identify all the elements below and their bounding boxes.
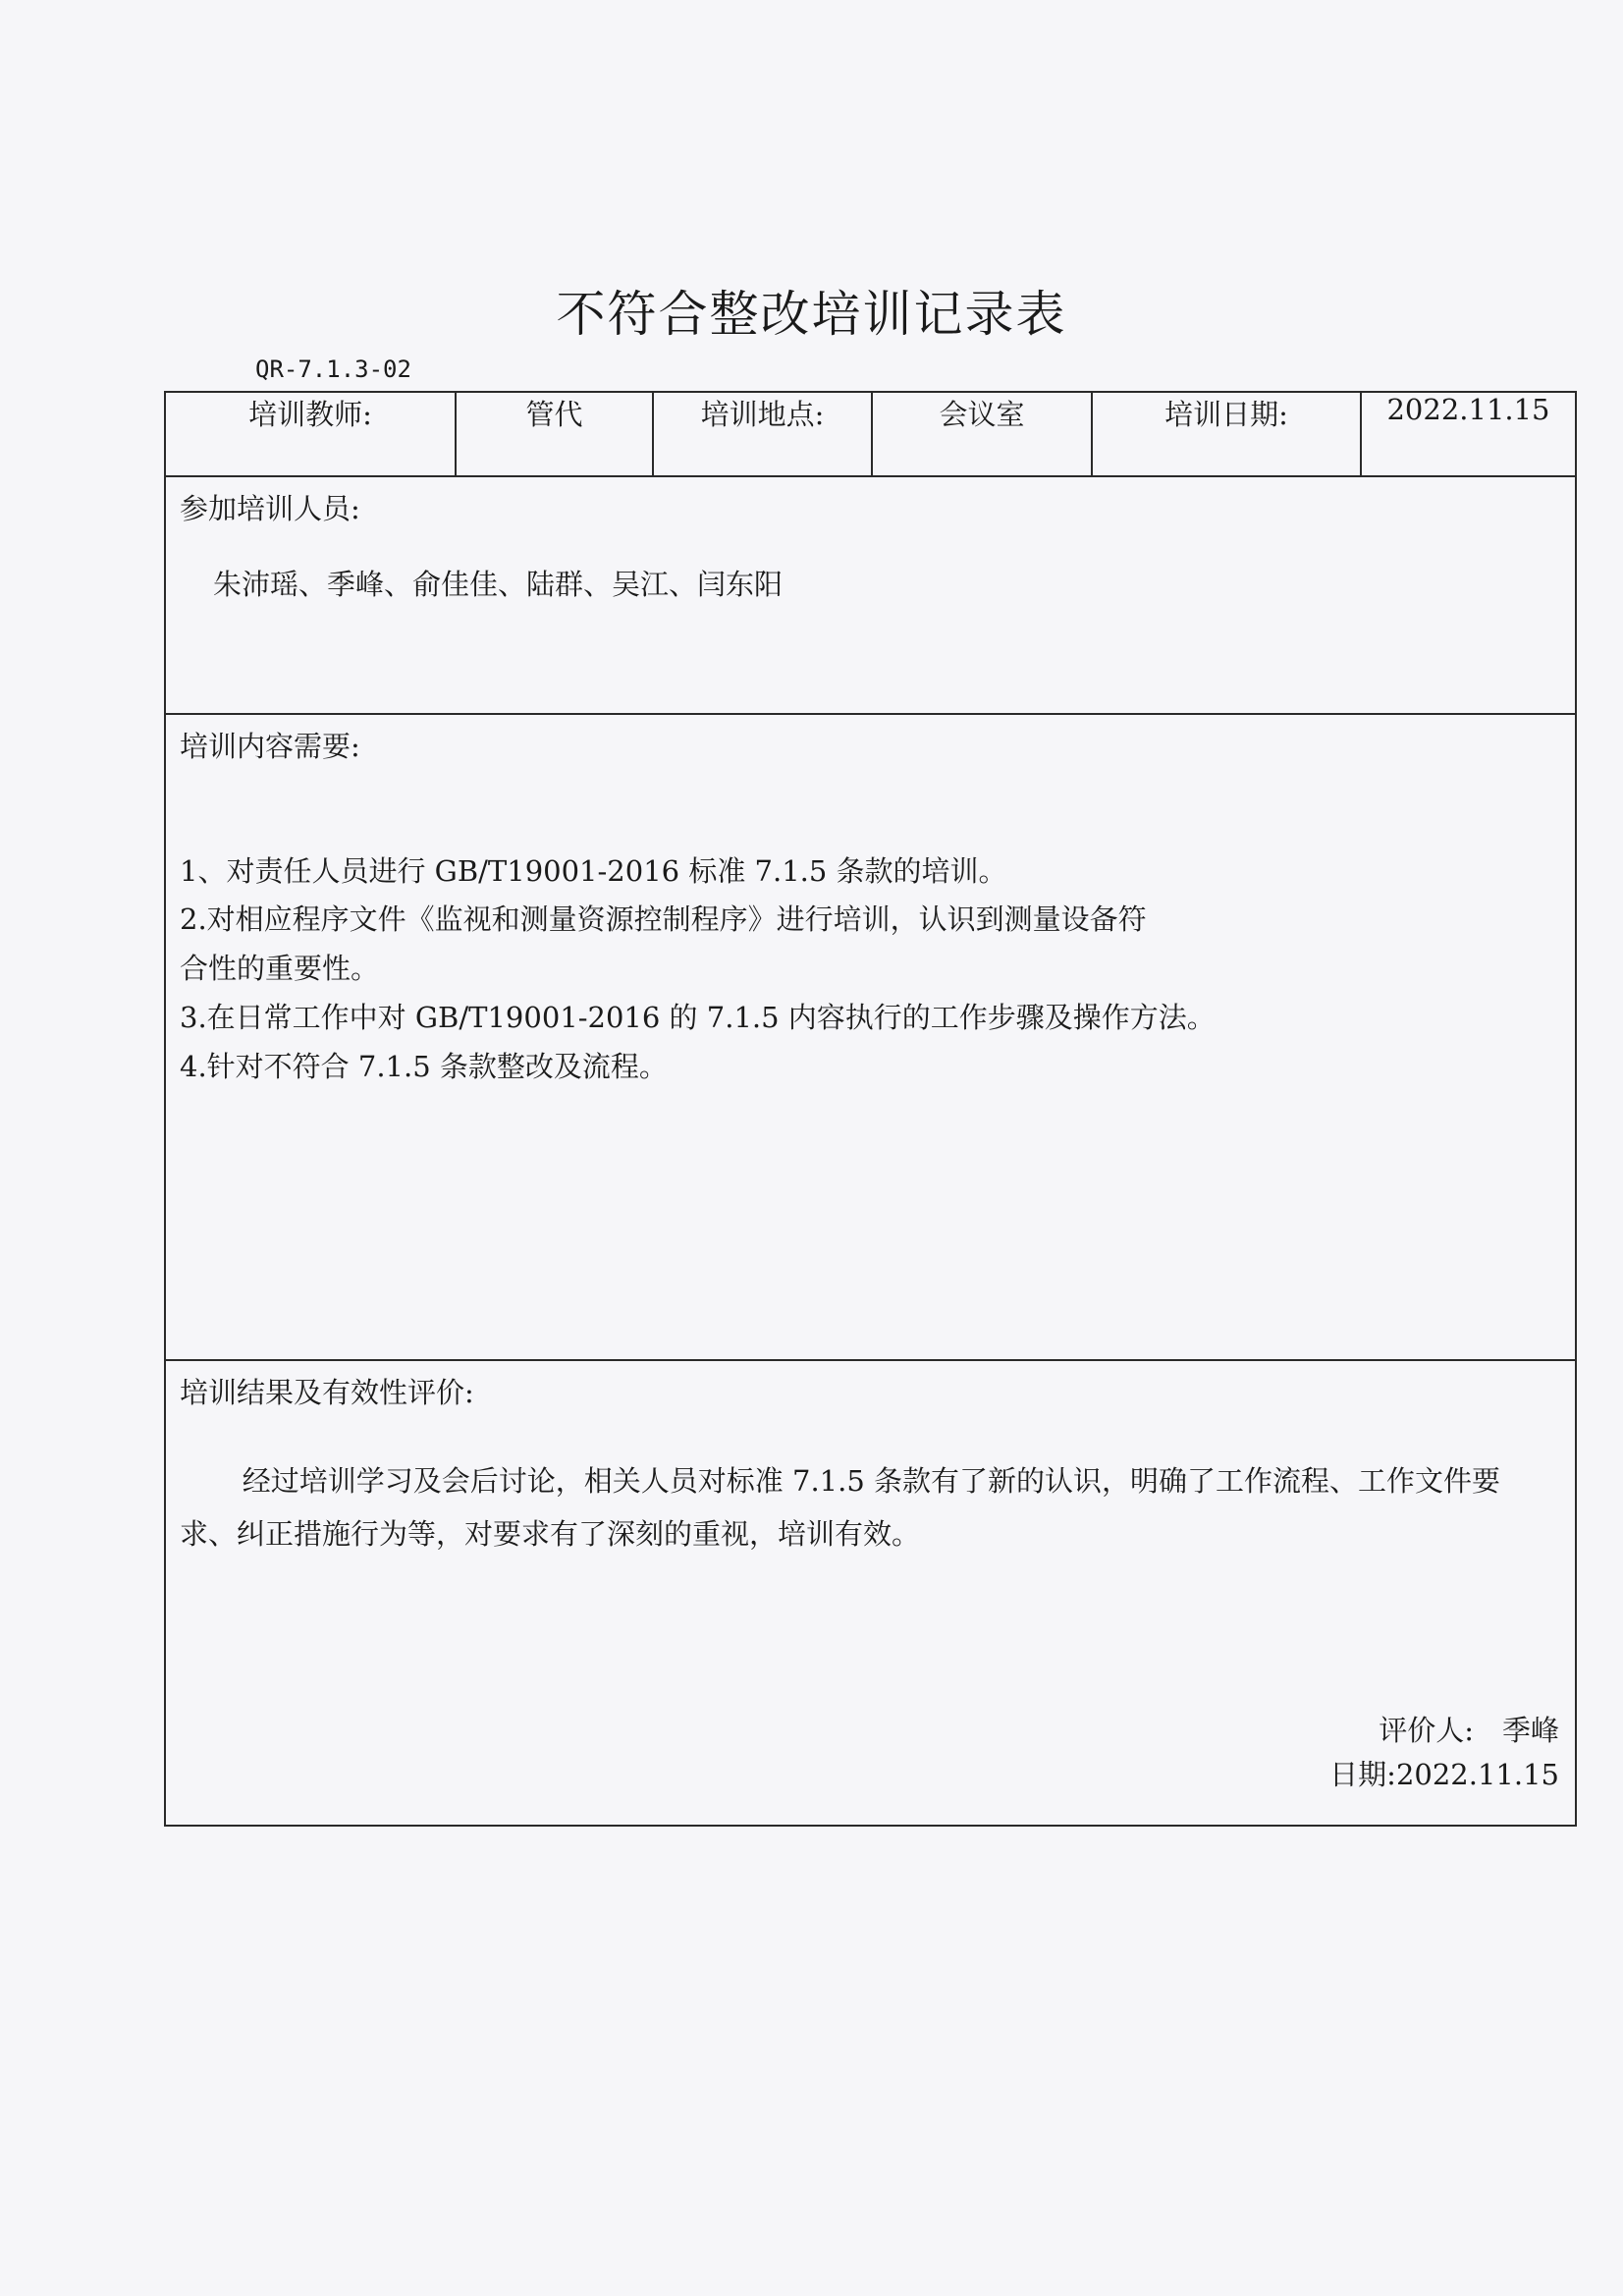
content-list	[180, 847, 1561, 1092]
document-title: 不符合整改培训记录表	[556, 286, 1067, 343]
evaluator-signature: 评价人: 季峰	[1379, 1713, 1559, 1747]
participants-cell	[165, 476, 1576, 714]
content-line: 2.对相应程序文件《监视和测量资源控制程序》进行培训，认识到测量设备符	[180, 902, 1147, 937]
content-line: 4.针对不符合 7.1.5 条款整改及流程。	[180, 1050, 668, 1084]
date-value: 2022.11.15	[1361, 392, 1576, 476]
result-row	[165, 1360, 1576, 1826]
training-record-table	[164, 391, 1577, 1827]
content-label: 培训内容需要:	[180, 730, 360, 763]
content-line: 合性的重要性。	[180, 952, 380, 986]
date-label: 培训日期:	[1092, 392, 1361, 476]
header-row	[165, 392, 1576, 476]
content-line: 1、对责任人员进行 GB/T19001-2016 标准 7.1.5 条款的培训。	[180, 853, 1007, 888]
participants-row	[165, 476, 1576, 714]
result-label: 培训结果及有效性评价:	[180, 1376, 474, 1409]
result-text: 经过培训学习及会后讨论，相关人员对标准 7.1.5 条款有了新的认识，明确了工作流程、工作文件要求、纠正措施行为等，对要求有了深刻的重视，培训有效。	[180, 1463, 1501, 1552]
location-label: 培训地点:	[653, 392, 872, 476]
content-row	[165, 714, 1576, 1360]
result-cell	[165, 1360, 1576, 1826]
teacher-label: 培训教师:	[165, 392, 456, 476]
participants-names: 朱沛瑶、季峰、俞佳佳、陆群、吴江、闫东阳	[213, 567, 784, 601]
content-cell	[165, 714, 1576, 1360]
participants-label: 参加培训人员:	[180, 492, 360, 525]
document-code: QR-7.1.3-02	[255, 355, 411, 383]
evaluation-date: 日期:2022.11.15	[1329, 1757, 1559, 1791]
content-line: 3.在日常工作中对 GB/T19001-2016 的 7.1.5 内容执行的工作步骤及操作方法。	[180, 1001, 1216, 1035]
location-value: 会议室	[872, 392, 1092, 476]
teacher-value: 管代	[456, 392, 653, 476]
